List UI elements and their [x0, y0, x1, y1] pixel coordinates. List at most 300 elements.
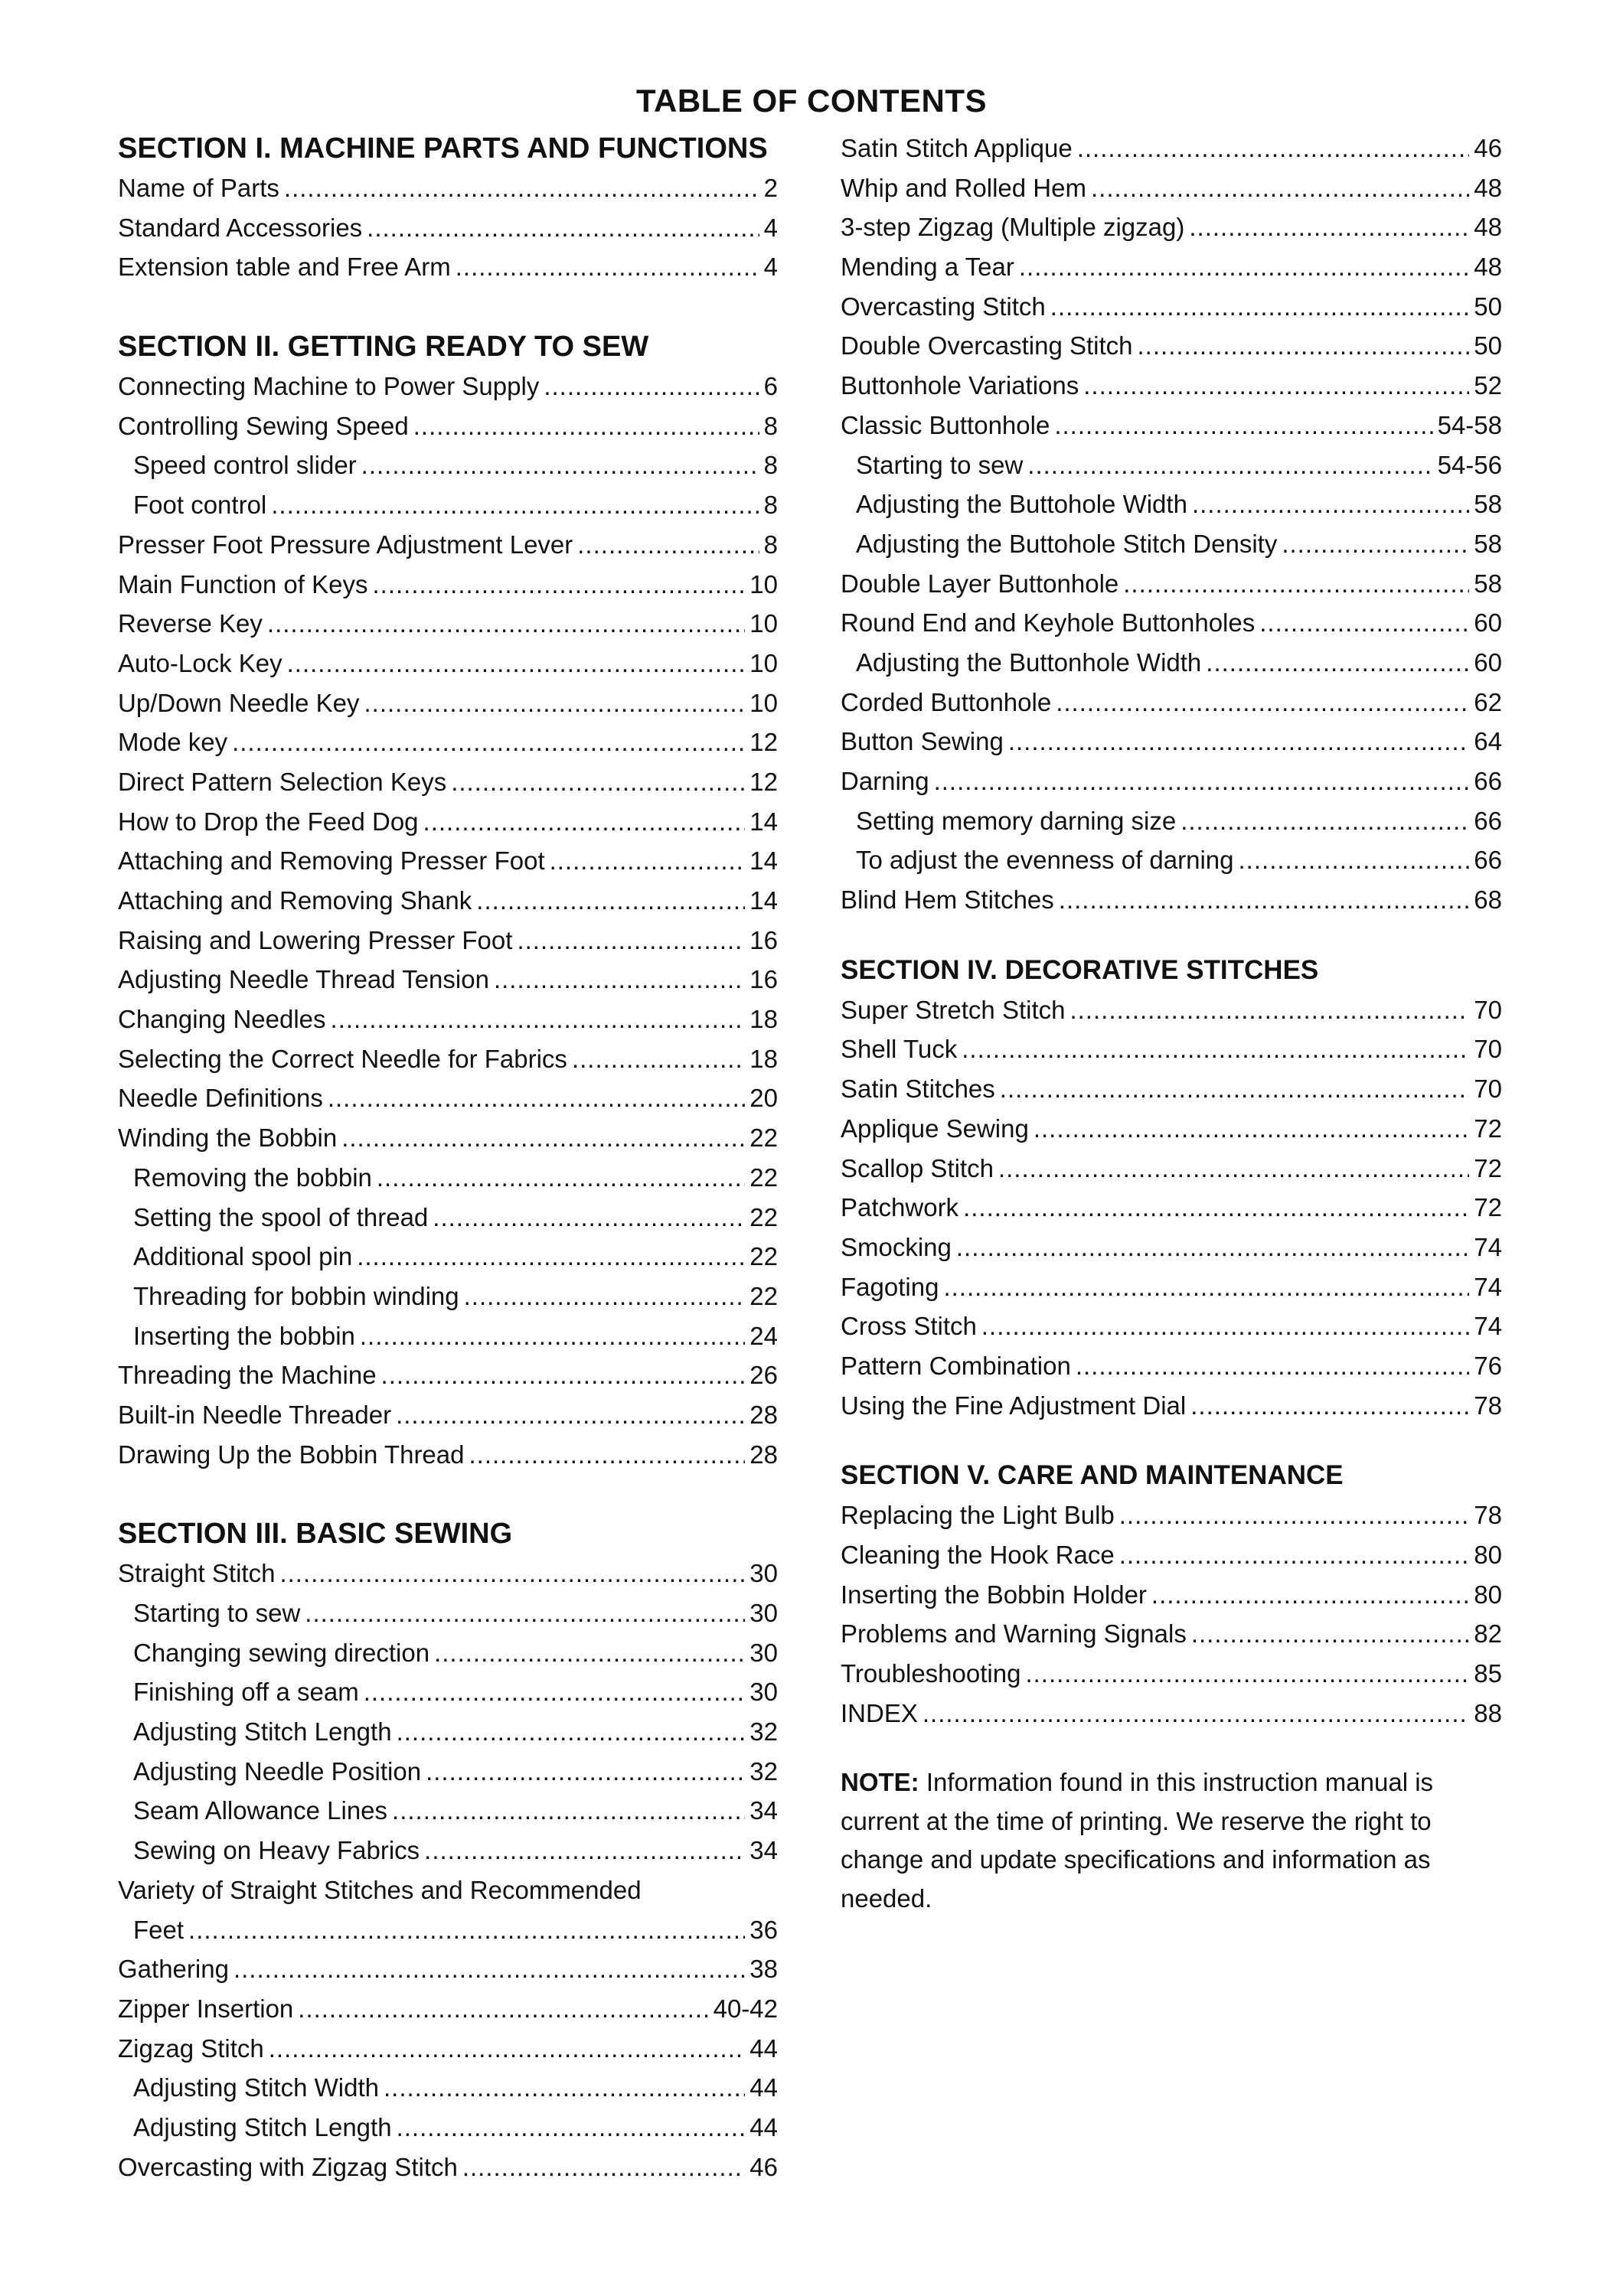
toc-group	[841, 990, 1502, 1426]
dot-leader	[331, 1000, 746, 1039]
toc-entry-label: Pattern Combination	[841, 1351, 1071, 1380]
dot-leader	[373, 565, 746, 605]
toc-entry[interactable]	[841, 366, 1502, 406]
toc-entry[interactable]	[118, 1949, 778, 1989]
toc-entry[interactable]	[118, 1554, 778, 1593]
dot-leader	[1119, 1495, 1470, 1535]
toc-entry-page: 14	[749, 886, 778, 915]
toc-entry[interactable]	[118, 2029, 778, 2069]
toc-entry[interactable]	[118, 1593, 778, 1633]
dot-leader	[469, 1435, 746, 1475]
dot-leader	[1191, 1614, 1469, 1654]
toc-entry[interactable]	[118, 1355, 778, 1395]
toc-entry[interactable]	[118, 168, 778, 208]
toc-entry[interactable]	[118, 445, 778, 485]
dot-leader	[269, 2029, 746, 2069]
toc-entry-label: Mending a Tear	[841, 253, 1014, 282]
toc-entry-page: 70	[1474, 995, 1502, 1024]
dot-leader	[232, 722, 745, 762]
toc-entry-page: 40-42	[713, 1994, 778, 2023]
toc-entry[interactable]	[118, 1078, 778, 1118]
toc-entry-page: 4	[763, 213, 778, 242]
toc-entry-page: 54-56	[1437, 450, 1502, 479]
toc-entry-page: 16	[749, 925, 778, 954]
toc-entry-label: Buttonhole Variations	[841, 371, 1079, 400]
toc-entry[interactable]	[118, 1712, 778, 1752]
right-column	[841, 129, 1502, 1918]
toc-group	[841, 129, 1502, 920]
toc-entry-label: Adjusting Needle Position	[133, 1756, 422, 1786]
toc-entry[interactable]	[841, 1346, 1502, 1386]
left-column	[118, 129, 778, 2187]
toc-entry-label: Built-in Needle Threader	[118, 1400, 392, 1429]
toc-entry-label: Setting memory darning size	[856, 806, 1177, 835]
toc-entry-page: 22	[749, 1163, 778, 1192]
toc-entry-label: Smocking	[841, 1232, 952, 1261]
toc-entry-label: Adjusting the Buttohole Stitch Density	[856, 529, 1278, 558]
toc-entry-label: Scallop Stitch	[841, 1153, 994, 1182]
dot-leader	[364, 683, 746, 723]
toc-entry[interactable]	[118, 1000, 778, 1039]
toc-entry-page: 32	[749, 1717, 778, 1746]
toc-entry[interactable]	[118, 1039, 778, 1079]
toc-entry[interactable]	[841, 484, 1502, 524]
toc-entry-page: 14	[749, 807, 778, 836]
toc-entry-page: 72	[1474, 1153, 1502, 1182]
toc-entry-label: Problems and Warning Signals	[841, 1619, 1187, 1649]
toc-entry[interactable]	[118, 1989, 778, 2029]
toc-entry-page: 28	[749, 1440, 778, 1469]
toc-entry-page: 22	[749, 1124, 778, 1153]
toc-entry-page: 4	[763, 253, 778, 282]
toc-entry-label: Controlling Sewing Speed	[118, 411, 409, 440]
section-heading: SECTION IV. DECORATIVE STITCHES	[841, 954, 1319, 985]
toc-entry[interactable]	[841, 1306, 1502, 1346]
toc-entry-label: Attaching and Removing Presser Foot	[118, 846, 545, 876]
dot-leader	[1056, 683, 1469, 722]
dot-leader	[426, 1752, 745, 1792]
dot-leader	[1077, 129, 1470, 168]
toc-entry-page: 85	[1474, 1659, 1502, 1688]
toc-entry[interactable]	[118, 1633, 778, 1673]
section-heading: SECTION III. BASIC SEWING	[118, 1518, 513, 1551]
toc-entry[interactable]	[841, 722, 1502, 762]
note-text: Information found in this instruction manual is current at the time of printing. We reserve the right to change and update specifications and information as needed.	[841, 1768, 1434, 1913]
dot-leader	[328, 1078, 745, 1118]
toc-entry-label: Seam Allowance Lines	[133, 1796, 388, 1825]
toc-entry-page: 78	[1474, 1391, 1502, 1420]
toc-entry-page: 20	[749, 1084, 778, 1113]
toc-entry-label: Auto-Lock Key	[118, 648, 282, 677]
toc-entry-page: 8	[763, 451, 778, 480]
toc-entry[interactable]	[118, 1791, 778, 1831]
toc-entry-label: Overcasting Stitch	[841, 292, 1046, 321]
dot-leader	[476, 881, 745, 921]
toc-entry-label: Cross Stitch	[841, 1312, 977, 1341]
toc-entry-label: Inserting the bobbin	[133, 1321, 355, 1350]
toc-entry-label: INDEX	[841, 1698, 918, 1727]
note-label: NOTE:	[841, 1768, 919, 1797]
toc-entry-page: 36	[749, 1915, 778, 1944]
toc-entry-page: 66	[1474, 806, 1502, 835]
dot-leader	[1138, 326, 1470, 366]
toc-entry-page: 46	[749, 2152, 778, 2181]
dot-leader	[1192, 484, 1469, 524]
toc-entry[interactable]	[841, 247, 1502, 287]
toc-entry[interactable]	[841, 1535, 1502, 1575]
toc-entry-label: Foot control	[133, 491, 267, 520]
toc-entry-page: 66	[1474, 846, 1502, 875]
toc-entry[interactable]	[841, 1694, 1502, 1733]
toc-entry-page: 8	[763, 530, 778, 559]
toc-entry-page: 8	[763, 411, 778, 440]
toc-entry[interactable]	[841, 524, 1502, 564]
dot-leader	[1239, 840, 1470, 880]
toc-entry-label: Presser Foot Pressure Adjustment Lever	[118, 530, 573, 559]
toc-entry[interactable]	[841, 207, 1502, 247]
toc-entry-label: Winding the Bobbin	[118, 1124, 338, 1153]
toc-entry[interactable]	[841, 880, 1502, 920]
dot-leader	[360, 1316, 745, 1356]
toc-entry[interactable]	[841, 1614, 1502, 1654]
toc-group	[118, 168, 778, 287]
toc-entry-label: Button Sewing	[841, 727, 1004, 756]
dot-leader	[923, 1694, 1469, 1733]
dot-leader	[1008, 722, 1469, 762]
dot-leader	[1083, 366, 1469, 406]
toc-entry-page: 44	[749, 2112, 778, 2141]
toc-entry-page: 76	[1474, 1351, 1502, 1380]
toc-entry[interactable]	[118, 604, 778, 644]
toc-entry[interactable]	[118, 762, 778, 802]
dot-leader	[572, 1039, 745, 1079]
toc-entry-page: 68	[1474, 885, 1502, 915]
toc-entry[interactable]	[841, 643, 1502, 683]
dot-leader	[413, 406, 759, 446]
toc-entry[interactable]	[841, 840, 1502, 880]
dot-leader	[956, 1228, 1469, 1267]
toc-entry[interactable]	[118, 247, 778, 287]
toc-entry-label: Standard Accessories	[118, 213, 363, 242]
toc-entry[interactable]	[118, 1158, 778, 1198]
toc-entry-label: Starting to sew	[133, 1599, 301, 1627]
toc-entry-label: Blind Hem Stitches	[841, 885, 1054, 915]
toc-entry[interactable]	[841, 445, 1502, 485]
toc-entry-label: Shell Tuck	[841, 1035, 958, 1064]
toc-entry[interactable]	[841, 1069, 1502, 1109]
toc-entry-label: Direct Pattern Selection Keys	[118, 767, 447, 796]
dot-leader	[384, 2068, 745, 2108]
toc-entry-page: 6	[763, 372, 778, 401]
toc-entry[interactable]	[118, 1870, 778, 1910]
toc-entry[interactable]	[841, 326, 1502, 366]
toc-entry-page: 22	[749, 1242, 778, 1271]
toc-entry[interactable]	[841, 1267, 1502, 1307]
toc-entry-page: 88	[1474, 1698, 1502, 1727]
dot-leader	[963, 1188, 1469, 1228]
toc-entry-label: Straight Stitch	[118, 1559, 276, 1588]
toc-entry-label: Round End and Keyhole Buttonholes	[841, 608, 1256, 638]
toc-entry-page: 74	[1474, 1272, 1502, 1301]
section-heading: SECTION II. GETTING READY TO SEW	[118, 331, 649, 364]
toc-entry-page: 34	[749, 1836, 778, 1865]
dot-leader	[361, 445, 759, 485]
dot-leader	[577, 525, 759, 565]
toc-group	[118, 367, 778, 1474]
toc-entry-page: 80	[1474, 1580, 1502, 1609]
toc-entry[interactable]	[841, 1654, 1502, 1694]
toc-entry-page: 30	[749, 1678, 778, 1707]
toc-entry-label: Fagoting	[841, 1272, 939, 1301]
toc-entry[interactable]	[118, 525, 778, 565]
toc-entry-page: 50	[1474, 292, 1502, 321]
toc-entry-page: 54-58	[1437, 410, 1502, 439]
toc-entry[interactable]	[118, 1198, 778, 1238]
note-paragraph	[841, 1763, 1499, 1918]
dot-leader	[943, 1267, 1469, 1307]
dot-leader	[962, 1029, 1469, 1069]
toc-entry[interactable]	[841, 1575, 1502, 1615]
toc-entry[interactable]	[118, 1435, 778, 1475]
toc-entry[interactable]	[841, 1188, 1502, 1228]
toc-entry-page: 22	[749, 1202, 778, 1231]
toc-entry-label: Gathering	[118, 1955, 229, 1984]
toc-entry-label: Removing the bobbin	[133, 1163, 372, 1192]
toc-entry-label: Extension table and Free Arm	[118, 253, 451, 282]
toc-entry-page: 58	[1474, 490, 1502, 519]
page-title: TABLE OF CONTENTS	[635, 83, 988, 119]
toc-entry-label: Sewing on Heavy Fabrics	[133, 1836, 420, 1865]
toc-entry-page: 74	[1474, 1232, 1502, 1261]
dot-leader	[298, 1989, 708, 2029]
toc-group	[118, 1554, 778, 2187]
toc-entry-page: 60	[1474, 647, 1502, 677]
toc-entry-label: To adjust the evenness of darning	[856, 846, 1234, 875]
toc-entry-label: Adjusting the Buttonhole Width	[856, 647, 1202, 677]
toc-entry-label: Name of Parts	[118, 174, 279, 202]
toc-entry[interactable]	[118, 565, 778, 605]
toc-entry-label: Needle Definitions	[118, 1084, 323, 1113]
dot-leader	[1259, 603, 1469, 643]
toc-entry-label: Zipper Insertion	[118, 1994, 294, 2023]
toc-entry-label: Adjusting Needle Thread Tension	[118, 965, 489, 994]
toc-entry-page: 72	[1474, 1193, 1502, 1222]
toc-entry-page: 46	[1474, 134, 1502, 162]
toc-entry-label: Attaching and Removing Shank	[118, 886, 472, 915]
toc-entry-page: 74	[1474, 1312, 1502, 1341]
toc-entry-page: 10	[749, 609, 778, 638]
toc-entry[interactable]	[118, 485, 778, 525]
toc-entry-page: 24	[749, 1321, 778, 1350]
toc-entry[interactable]	[841, 1029, 1502, 1069]
toc-entry[interactable]	[841, 1109, 1502, 1149]
dot-leader	[397, 1712, 746, 1752]
toc-entry-label: Cleaning the Hook Race	[841, 1541, 1115, 1569]
toc-entry[interactable]	[118, 1395, 778, 1435]
toc-entry-page: 48	[1474, 213, 1502, 242]
toc-entry[interactable]	[841, 801, 1502, 841]
toc-entry[interactable]	[118, 960, 778, 1000]
toc-entry-label: Reverse Key	[118, 609, 263, 638]
dot-leader	[267, 604, 745, 644]
toc-entry-label: Darning	[841, 767, 929, 795]
toc-entry[interactable]	[118, 722, 778, 762]
toc-entry-page: 8	[763, 491, 778, 520]
toc-entry[interactable]	[118, 2148, 778, 2187]
toc-entry[interactable]	[118, 881, 778, 921]
toc-entry-page: 44	[749, 2033, 778, 2063]
toc-entry[interactable]	[841, 683, 1502, 722]
dot-leader	[1025, 1654, 1469, 1694]
toc-entry-page: 10	[749, 569, 778, 598]
toc-entry[interactable]	[118, 2108, 778, 2148]
toc-entry[interactable]	[118, 1672, 778, 1712]
dot-leader	[1069, 990, 1469, 1030]
dot-leader	[1034, 1109, 1469, 1149]
dot-leader	[1119, 1535, 1470, 1575]
dot-leader	[188, 1910, 745, 1950]
toc-entry-page: 16	[749, 965, 778, 994]
toc-entry-page: 18	[749, 1005, 778, 1034]
toc-entry-page: 78	[1474, 1501, 1502, 1530]
dot-leader	[494, 960, 745, 1000]
toc-entry[interactable]	[118, 1316, 778, 1356]
toc-entry-label: Corded Buttonhole	[841, 687, 1052, 716]
dot-leader	[1206, 643, 1469, 683]
toc-entry-page: 58	[1474, 529, 1502, 558]
toc-entry[interactable]	[118, 1910, 778, 1950]
toc-entry[interactable]	[841, 1228, 1502, 1267]
toc-entry-label: Patchwork	[841, 1193, 959, 1222]
toc-entry-label: Satin Stitch Applique	[841, 134, 1073, 162]
toc-entry[interactable]	[118, 644, 778, 683]
dot-leader	[981, 1306, 1469, 1346]
toc-entry[interactable]	[118, 683, 778, 723]
toc-entry-label: 3-step Zigzag (Multiple zigzag)	[841, 213, 1185, 242]
toc-entry[interactable]	[118, 1277, 778, 1316]
dot-leader	[233, 1949, 745, 1989]
toc-entry-page: 82	[1474, 1619, 1502, 1649]
toc-entry-page: 80	[1474, 1541, 1502, 1569]
dot-leader	[423, 802, 746, 842]
toc-entry[interactable]	[841, 406, 1502, 445]
toc-entry[interactable]	[118, 1752, 778, 1792]
toc-entry-label: Double Layer Buttonhole	[841, 569, 1119, 598]
toc-entry-page: 72	[1474, 1114, 1502, 1143]
toc-entry[interactable]	[118, 802, 778, 842]
toc-entry[interactable]	[841, 168, 1502, 208]
dot-leader	[1050, 287, 1470, 327]
toc-entry[interactable]	[118, 2068, 778, 2108]
toc-entry-label: Connecting Machine to Power Supply	[118, 372, 540, 401]
dot-leader	[367, 208, 759, 248]
dot-leader	[1091, 168, 1469, 208]
toc-entry[interactable]	[118, 1831, 778, 1870]
toc-entry[interactable]	[118, 367, 778, 406]
toc-entry-page: 30	[749, 1638, 778, 1667]
toc-entry[interactable]	[841, 762, 1502, 801]
toc-entry-label: Threading the Machine	[118, 1361, 377, 1390]
toc-entry[interactable]	[118, 208, 778, 248]
dot-leader	[464, 1277, 746, 1316]
dot-leader	[456, 247, 759, 287]
toc-entry[interactable]	[118, 1237, 778, 1277]
section-heading: SECTION I. MACHINE PARTS AND FUNCTIONS	[118, 132, 768, 165]
dot-leader	[357, 1237, 745, 1277]
toc-entry-label: Inserting the Bobbin Holder	[841, 1580, 1147, 1609]
toc-entry-label: Finishing off a seam	[133, 1678, 359, 1707]
dot-leader	[305, 1593, 745, 1633]
toc-entry-page: 30	[749, 1599, 778, 1627]
toc-entry-page: 70	[1474, 1075, 1502, 1104]
toc-entry-page: 30	[749, 1559, 778, 1588]
toc-entry-label: Selecting the Correct Needle for Fabrics	[118, 1044, 567, 1073]
toc-entry-page: 50	[1474, 331, 1502, 360]
toc-entry[interactable]	[118, 1118, 778, 1158]
toc-entry-page: 52	[1474, 371, 1502, 400]
toc-entry-page: 22	[749, 1281, 778, 1310]
dot-leader	[1282, 524, 1469, 564]
dot-leader	[451, 762, 745, 802]
toc-entry[interactable]	[841, 990, 1502, 1030]
toc-entry-label: Changing Needles	[118, 1005, 326, 1034]
toc-entry[interactable]	[118, 921, 778, 960]
dot-leader	[433, 1198, 745, 1238]
dot-leader	[550, 841, 746, 881]
toc-entry[interactable]	[841, 129, 1502, 168]
toc-entry-label: Additional spool pin	[133, 1242, 353, 1271]
dot-leader	[1189, 207, 1469, 247]
toc-entry-label: Main Function of Keys	[118, 569, 368, 598]
dot-leader	[434, 1633, 745, 1673]
dot-leader	[279, 1554, 745, 1593]
toc-entry-page: 10	[749, 688, 778, 717]
toc-entry-label: Mode key	[118, 728, 228, 757]
dot-leader	[1076, 1346, 1469, 1386]
toc-entry[interactable]	[841, 603, 1502, 643]
toc-entry-label: Classic Buttonhole	[841, 410, 1050, 439]
toc-entry[interactable]	[118, 841, 778, 881]
toc-entry-page: 10	[749, 648, 778, 677]
toc-entry-label: Starting to sew	[856, 450, 1024, 479]
dot-leader	[1151, 1575, 1469, 1615]
dot-leader	[1054, 406, 1432, 445]
dot-leader	[1059, 880, 1470, 920]
dot-leader	[544, 367, 759, 406]
toc-entry-label: Variety of Straight Stitches and Recommended	[118, 1875, 642, 1904]
toc-entry[interactable]	[841, 1495, 1502, 1535]
toc-entry-label: Raising and Lowering Presser Foot	[118, 925, 513, 954]
dot-leader	[284, 168, 759, 208]
toc-entry-label: Setting the spool of thread	[133, 1202, 429, 1231]
toc-entry-label: Replacing the Light Bulb	[841, 1501, 1115, 1530]
toc-entry-label: Zigzag Stitch	[118, 2033, 264, 2063]
toc-entry-label: Satin Stitches	[841, 1075, 995, 1104]
toc-entry[interactable]	[841, 287, 1502, 327]
toc-entry[interactable]	[841, 1149, 1502, 1189]
toc-entry[interactable]	[118, 406, 778, 446]
toc-entry-page: 48	[1474, 253, 1502, 282]
toc-entry-page: 26	[749, 1361, 778, 1390]
toc-entry-page: 28	[749, 1400, 778, 1429]
toc-entry-page: 12	[749, 767, 778, 796]
toc-entry[interactable]	[841, 564, 1502, 604]
toc-entry-page: 58	[1474, 569, 1502, 598]
toc-entry[interactable]	[841, 1386, 1502, 1426]
toc-entry-label: How to Drop the Feed Dog	[118, 807, 419, 836]
toc-entry-page: 2	[763, 174, 778, 202]
dot-leader	[1123, 564, 1469, 604]
